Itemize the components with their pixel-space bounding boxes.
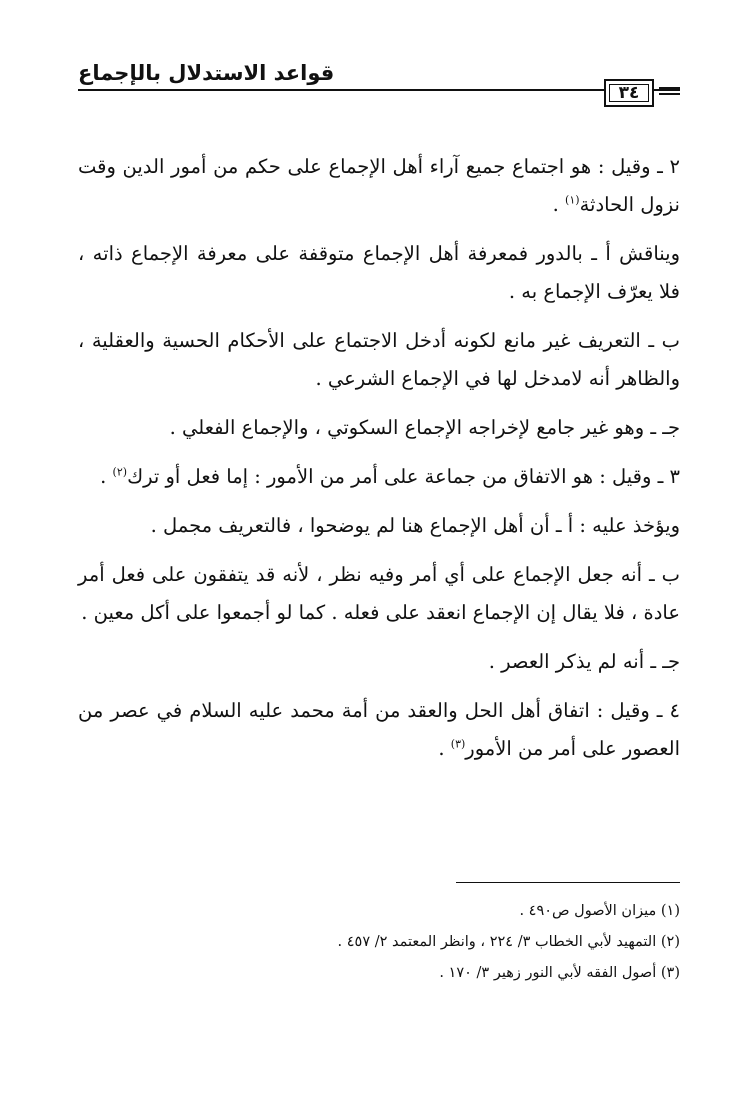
running-title: قواعد الاستدلال بالإجماع bbox=[78, 61, 335, 85]
footnote: (٢) التمهيد لأبي الخطاب ٣/ ٢٢٤ ، وانظر المعتمد ٢/ ٤٥٧ . bbox=[337, 934, 680, 950]
paragraph: جـ ـ أنه لم يذكر العصر . bbox=[488, 650, 680, 673]
main-text bbox=[78, 148, 680, 779]
paragraph: ٣ ـ وقيل : هو الاتفاق من جماعة على أمر من الأمور : إما فعل أو ترك$^{(٢)}$ . bbox=[100, 465, 680, 488]
header-rule bbox=[78, 89, 680, 91]
paragraph: ويؤخذ عليه : أ ـ أن أهل الإجماع هنا لم يوضحوا ، فالتعريف مجمل . bbox=[150, 514, 680, 537]
footnote-ref: (١) bbox=[565, 193, 580, 207]
page-header bbox=[78, 60, 680, 110]
footnote-separator bbox=[456, 882, 680, 883]
paragraph: ٤ ـ وقيل : اتفاق أهل الحل والعقد من أمة محمد عليه السلام في عصر من العصور على أمر من الأمور$^{(٣)}$ . bbox=[78, 699, 680, 760]
paragraph: ب ـ أنه جعل الإجماع على أي أمر وفيه نظر ، لأنه قد يتفقون على فعل أمر عادة ، فلا يقال إن الإجماع انعقد على فعله . كما لو أجمعوا على أكل معين . bbox=[78, 563, 680, 624]
paragraph: ٢ ـ وقيل : هو اجتماع جميع آراء أهل الإجماع على حكم من أمور الدين وقت نزول الحادثة$^{(١)}$ . bbox=[78, 155, 680, 216]
paragraph: ويناقش أ ـ بالدور فمعرفة أهل الإجماع متوقفة على معرفة الإجماع ذاته ، فلا يعرّف الإجماع به . bbox=[78, 242, 680, 303]
page-number: ٣٤ bbox=[604, 79, 654, 107]
footnote-ref: (٣) bbox=[450, 737, 466, 751]
footnote: (١) ميزان الأصول ص٤٩٠ . bbox=[519, 903, 680, 919]
footnote: (٣) أصول الفقه لأبي النور زهير ٣/ ١٧٠ . bbox=[439, 965, 680, 981]
paragraph: ب ـ التعريف غير مانع لكونه أدخل الاجتماع على الأحكام الحسية والعقلية ، والظاهر أنه لامدخل لها في الإجماع الشرعي . bbox=[78, 329, 680, 390]
header-ornament-line bbox=[659, 87, 680, 89]
footnote-ref: (٢) bbox=[112, 465, 128, 479]
footnotes bbox=[78, 898, 680, 991]
paragraph: جـ ـ وهو غير جامع لإخراجه الإجماع السكوتي ، والإجماع الفعلي . bbox=[169, 416, 680, 439]
header-ornament-line bbox=[659, 93, 680, 95]
